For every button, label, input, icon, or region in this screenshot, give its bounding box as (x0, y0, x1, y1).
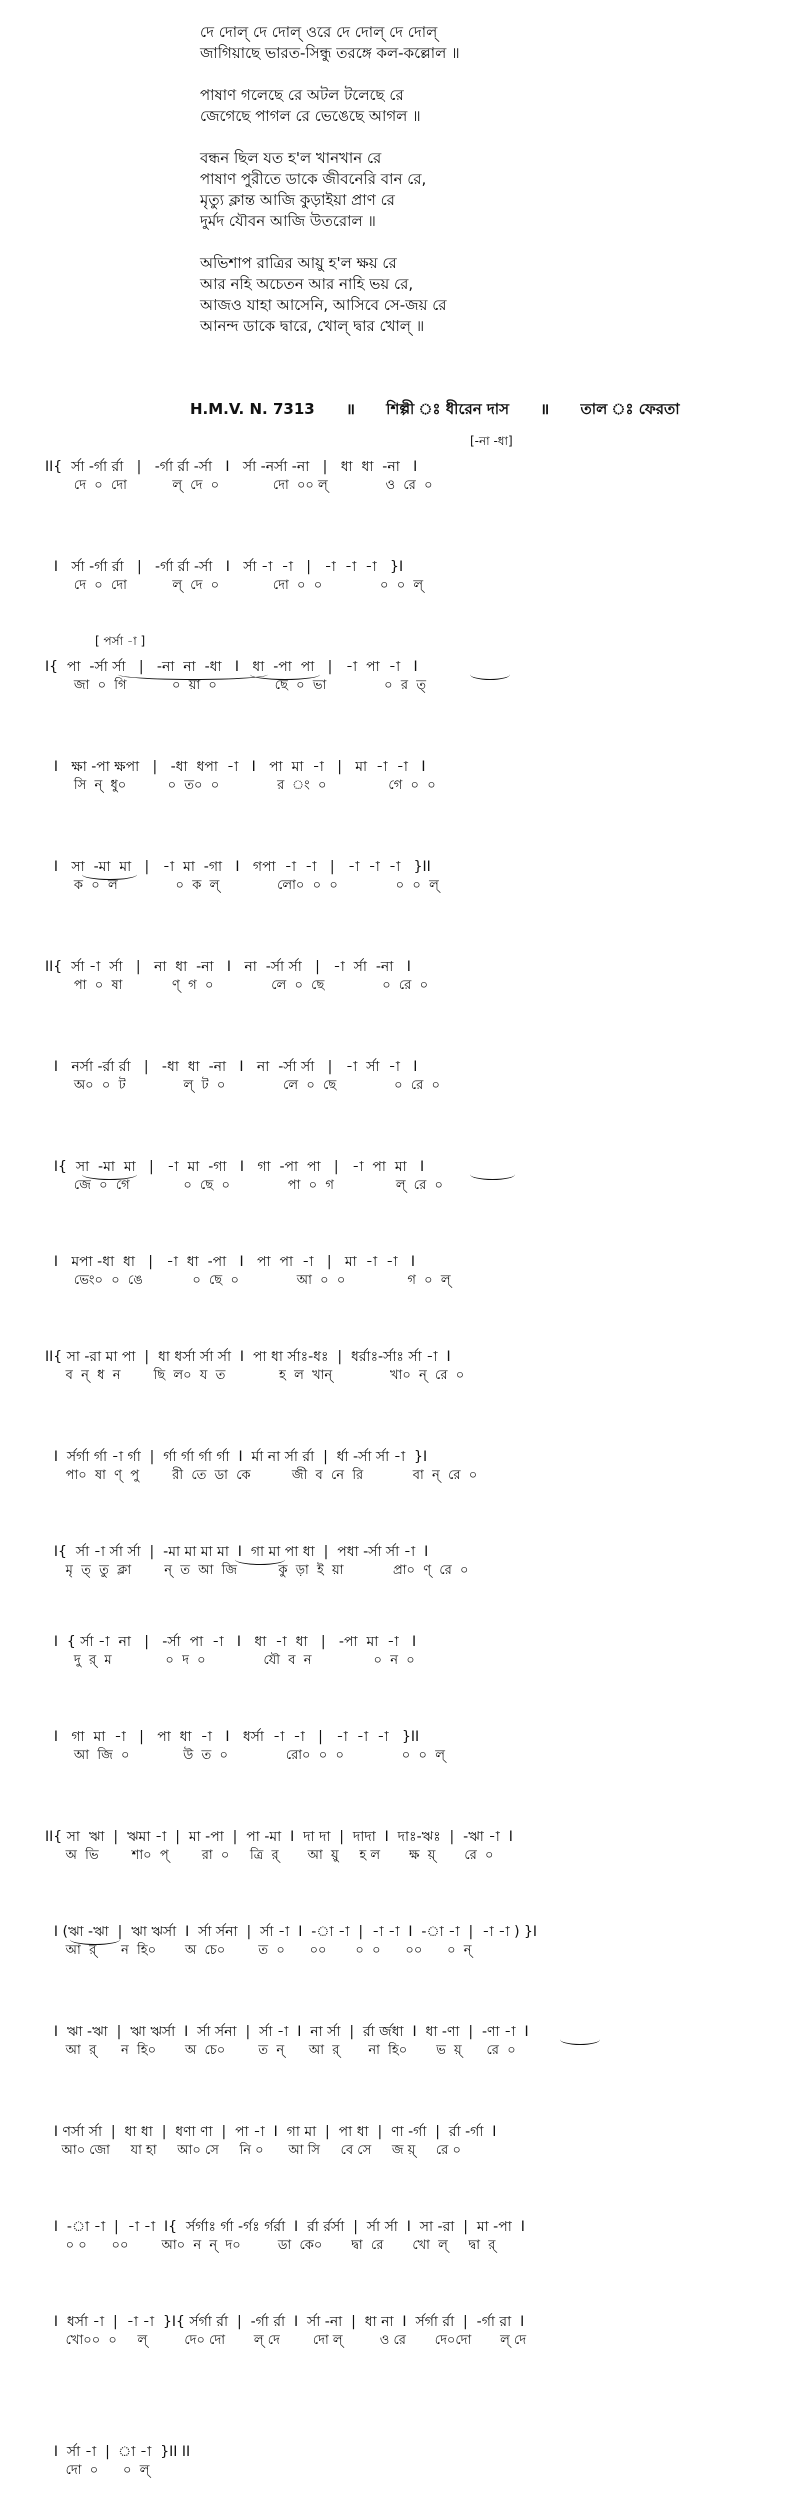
swar-line: I { র্সা -া না | -র্সা পা -া I ধা -া ধা | -পা মা -া I (45, 1634, 417, 1650)
record-separator: ॥ (540, 400, 550, 418)
bol-line: খো০০ ০ ল্ দে০ দো ল্ দে দো ল্ ও রে দে০দো ল্ দে (45, 2333, 527, 2348)
notation-row (0, 2310, 800, 2354)
notation-row (0, 434, 800, 499)
swar-line: I{ র্সা -া র্সা র্সা | -মা মা মা মা I গা মা পা ধা | পধা -র্সা র্সা -া I (45, 1544, 429, 1560)
swar-line: I গা মা -া | পা ধা -া I ধর্সা -া -া | -া -া -া }II (45, 1729, 420, 1745)
record-separator: ॥ (345, 400, 355, 418)
swar-line: I নর্সা -র্রা র্রা | -ধা ধা -না I না -র্সা র্সা | -া র্সা -া I (45, 1059, 418, 1075)
notation-row (0, 2215, 800, 2259)
slur-mark (70, 1934, 120, 1945)
notation-row (0, 2020, 800, 2064)
bol-line: দু র্ ম ০ দ ০ যৌ ব ন ০ ন ০ (45, 1653, 415, 1668)
slur-mark (82, 1169, 137, 1180)
slur-mark (250, 669, 320, 680)
lyric-line: বন্ধন ছিল যত হ'ল খানখান রে (200, 149, 382, 167)
notation-row (0, 1920, 800, 1964)
notation-row (0, 1725, 800, 1769)
swar-line: I র্সা -া | া -া }II II (45, 2444, 191, 2460)
bol-line: অ ভি শা০ প্ রা ০ ত্রি র্ আ য়ু হ ল ক্ষ য়্ রে ০ (45, 1848, 494, 1863)
bol-line: ভেং০ ০ ঙে ০ ছে ০ আ ০ ০ গ ০ ল্ (45, 1273, 451, 1288)
bol-line: সি ন্ ধু০ ০ ত০ ০ র ং ০ গে ০ ০ (45, 778, 436, 793)
slur-mark (235, 1554, 285, 1565)
notation-row (0, 1345, 800, 1389)
bol-line: জে ০ গে ০ ছে ০ পা ০ গ ল্ রে ০ (45, 1178, 443, 1193)
bol-line: দে ০ দো ল্ দে ০ দো ০ ০ ০ ০ ল্ (45, 578, 424, 593)
record-artist: শিল্পী ঃ ধীরেন দাস (386, 400, 510, 418)
lyric-line: পাষাণ পুরীতে ডাকে জীবনেরি বান রে, (200, 170, 427, 188)
swar-line: II{ সা -রা মা পা | ধা ধর্সা র্সা র্সা I পা ধা র্সাঃ-ধঃ | ধর্রাঃ-র্সাঃ র্সা -া I (45, 1349, 451, 1365)
kan-swar: [ পর্সা -া ] (95, 634, 146, 648)
bol-line: মৃ ত্ তু ক্লা ন্ ত আ জি কু ড়া ই য়া প্রা০ ণ্ রে ০ (45, 1563, 469, 1578)
lyric-line: আর নহি অচেতন আর নাহি ভয় রে, (200, 275, 414, 293)
swar-line: I ধর্সা -া | -া -া }I{ র্সর্গা র্রা | -র্গা র্রা I র্সা -না | ধা না I র্সর্গা র্রা | -র্গা রা I (45, 2314, 525, 2330)
slur-mark (82, 869, 137, 880)
lyric-line: দুর্মদ যৌবন আজি উতরোল ॥ (200, 212, 376, 230)
record-taal: তাল ঃ ফেরতা (580, 400, 680, 418)
lyric-line: পাষাণ গলেছে রে অটল টলেছে রে (200, 86, 404, 104)
notation-row (0, 2440, 800, 2484)
bol-line: পা ০ ষা ণ্ গ ০ লে ০ ছে ০ রে ০ (45, 978, 429, 993)
swar-line: I ক্ষা -পা ক্ষপা | -ধা ধপা -া I পা মা -া | মা -া -া I (45, 759, 426, 775)
notation-row (0, 1250, 800, 1294)
swar-line: II{ র্সা -া র্সা | না ধা -না I না -র্সা র্সা | -া র্সা -না I (45, 959, 411, 975)
bol-line: আ০ জো যা হা আ০ সে নি ০ আ সি বে সে জ য়্ রে ০ (45, 2143, 461, 2158)
lyric-line: আজও যাহা আসেনি, আসিবে সে-জয় রে (200, 296, 447, 314)
bol-line: আ র্ ন হি০ অ চে০ ত ন্ আ র্ না হি০ ভ য়্ রে ০ (45, 2043, 516, 2058)
swar-line: II{ র্সা -র্গা র্রা | -র্গা র্রা -র্সা I র্সা -নর্সা -না | ধা ধা -না I (45, 459, 418, 475)
bol-line: আ র্ ন হি০ অ চে০ ত ০ ০০ ০ ০ ০০ ০ ন্ (45, 1943, 472, 1958)
record-catalog: H.M.V. N. 7313 (190, 400, 315, 418)
swar-line: II{ সা ঋা | ঋমা -া | মা -পা | পা -মা I দা দা | দাদা I দাঃ-ঋঃ | -ঋা -া I (45, 1829, 513, 1845)
swar-line: I র্সা -র্গা র্রা | -র্গা র্রা -র্সা I র্সা -া -া | -া -া -া }I (45, 559, 404, 575)
swar-line: I সা -মা মা | -া মা -গা I গপা -া -া | -া -া -া }II (45, 859, 431, 875)
lyric-line: অভিশাপ রাত্রির আয়ু হ'ল ক্ষয় রে (200, 254, 397, 272)
notation-row (0, 1540, 800, 1584)
notation-row (0, 1825, 800, 1869)
bol-line: ০ ০ ০০ আ০ ন ন্ দ০ ডা কে০ দ্বা রে খো ল্ দ্বা র্ (45, 2238, 496, 2253)
slur-mark (560, 2034, 600, 2045)
lyric-line: আনন্দ ডাকে দ্বারে, খোল্ দ্বার খোল্ ॥ (200, 317, 425, 335)
bol-line: দে ০ দো ল্ দে ০ দো ০০ ল্ ও রে ০ (45, 478, 433, 493)
notation-row (0, 2120, 800, 2164)
swar-line: I (ঋা -ঋা | ঋা ঋর্সা I র্সা র্সনা | র্সা -া I -া -া | -া -া I -া -া | -া -া ) }I (45, 1924, 538, 1940)
lyric-line: দে দোল্ দে দোল্ ওরে দে দোল্ দে দোল্ (200, 23, 438, 41)
bol-line: ব ন্ ধ ন ছি ল০ য ত হ ল খান্ খা০ ন্ রে ০ (45, 1368, 465, 1383)
kan-swar: [-না -ধা] (470, 434, 513, 448)
swar-line: I{ সা -মা মা | -া মা -গা I গা -পা পা | -া পা মা I (45, 1159, 425, 1175)
swar-line: I -া -া | -া -া I{ র্সর্গাঃ র্গা -র্গঃ র্গর্রা I র্রা র্রর্সা | র্সা র্সা I সা -রা | মা -পা I (45, 2219, 525, 2235)
notation-row (0, 1630, 800, 1674)
swar-line: I ঋা -ঋা | ঋা ঋর্সা I র্সা র্সনা | র্সা -া I না র্সা | র্রা র্জধা I ধা -ণা | -ণা -া I (45, 2024, 529, 2040)
bol-line: ক ০ ল ০ ক ল্ লো০ ০ ০ ০ ০ ল্ (45, 878, 439, 893)
bol-line: জা ০ গি ০ য়া ০ ছে ০ ভা ০ র ত্ (45, 678, 427, 693)
lyric-line: মৃত্যু ক্লান্ত আজি কুড়াইয়া প্রাণ রে (200, 191, 395, 209)
swar-line: I ণর্সা র্সা | ধা ধা | ধণা ণা | পা -া I গা মা | পা ধা | ণা -র্গা | র্রা -র্গা I (45, 2124, 497, 2140)
notation-row (0, 634, 800, 699)
bol-line: পা০ ষা ণ্ পু রী তে ডা কে জী ব নে রি বা ন্ রে ০ (45, 1468, 478, 1483)
slur-mark (470, 669, 510, 680)
slur-mark (118, 669, 268, 680)
swar-line: I র্সর্গা র্গা -া র্গা | র্গা র্গা র্গা র্গা I র্মা না র্সা র্রা | র্ধা -র্সা র্সা -া }I (45, 1449, 428, 1465)
bol-line: অ০ ০ ট ল্ ট ০ লে ০ ছে ০ রে ০ (45, 1078, 440, 1093)
notation-row (0, 555, 800, 599)
notation-row (0, 755, 800, 799)
slur-mark (470, 1169, 515, 1180)
notation-row (0, 1445, 800, 1489)
bol-line: দো ০ ০ ল্ (45, 2463, 150, 2478)
notation-row (0, 1055, 800, 1099)
lyric-line: জাগিয়াছে ভারত-সিন্ধু তরঙ্গে কল-কল্লোল ॥ (200, 44, 460, 62)
swar-line: I{ পা -র্সা র্সা | -না না -ধা I ধা -পা পা | -া পা -া I (45, 659, 418, 675)
swar-line: I মপা -ধা ধা | -া ধা -পা I পা পা -া | মা -া -া I (45, 1254, 416, 1270)
notation-row (0, 955, 800, 999)
lyric-line: জেগেছে পাগল রে ভেঙেছে আগল ॥ (200, 107, 421, 125)
bol-line: আ জি ০ উ ত ০ রো০ ০ ০ ০ ০ ল্ (45, 1748, 445, 1763)
